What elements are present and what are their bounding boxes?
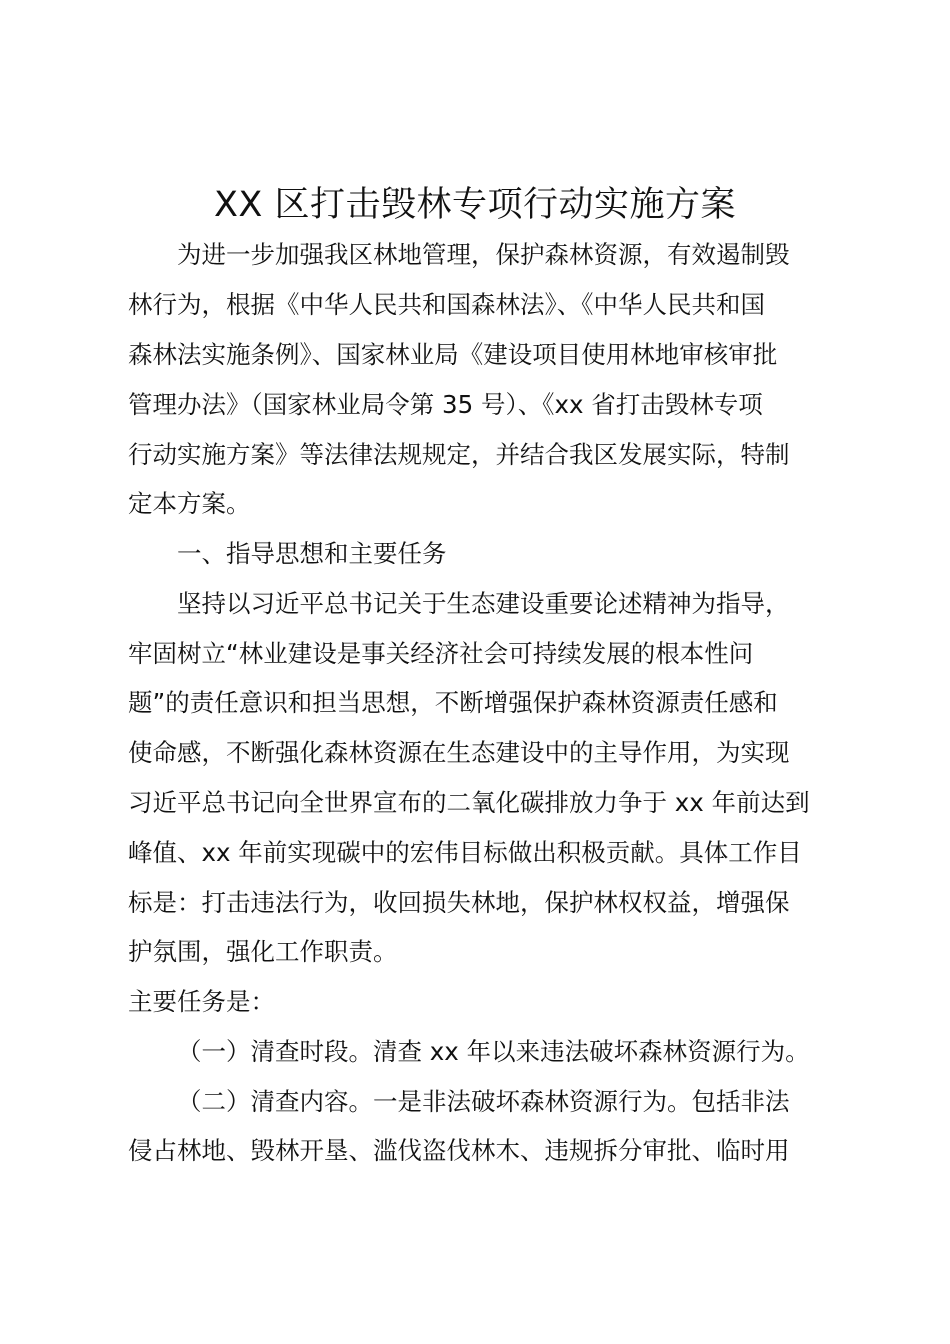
paragraph-line: 行动实施方案》等法律法规规定，并结合我区发展实际，特制 bbox=[128, 440, 790, 469]
paragraph-line: 护氛围，强化工作职责。 bbox=[128, 937, 398, 966]
paragraph-line: 峰值、xx 年前实现碳中的宏伟目标做出积极贡献。具体工作目 bbox=[128, 838, 802, 867]
paragraph-line: 管理办法》（国家林业局令第 35 号）、《xx 省打击毁林专项 bbox=[128, 390, 763, 419]
paragraph-line: 标是：打击违法行为，收回损失林地，保护林权权益，增强保 bbox=[128, 888, 790, 917]
section-heading: 一、指导思想和主要任务 bbox=[177, 539, 447, 568]
paragraph-line: （二）清查内容。一是非法破坏森林资源行为。包括非法 bbox=[177, 1087, 790, 1116]
paragraph-line: 坚持以习近平总书记关于生态建设重要论述精神为指导， bbox=[177, 589, 790, 618]
paragraph-line: 定本方案。 bbox=[128, 489, 251, 518]
paragraph-line: 为进一步加强我区林地管理，保护森林资源，有效遏制毁 bbox=[177, 240, 790, 269]
paragraph-line: 题”的责任意识和担当思想，不断增强保护森林资源责任感和 bbox=[128, 688, 778, 717]
paragraph-line: 林行为，根据《中华人民共和国森林法》、《中华人民共和国 bbox=[128, 290, 765, 319]
paragraph-line: 牢固树立“林业建设是事关经济社会可持续发展的根本性问 bbox=[128, 639, 754, 668]
paragraph-line: 森林法实施条例》、国家林业局《建设项目使用林地审核审批 bbox=[128, 340, 778, 369]
document-title: XX 区打击毁林专项行动实施方案 bbox=[213, 185, 737, 225]
paragraph-line: 使命感，不断强化森林资源在生态建设中的主导作用，为实现 bbox=[128, 738, 790, 767]
paragraph-line: 主要任务是： bbox=[128, 987, 275, 1016]
paragraph-line: （一）清查时段。清查 xx 年以来违法破坏森林资源行为。 bbox=[177, 1037, 810, 1066]
paragraph-line: 侵占林地、毁林开垦、滥伐盗伐林木、违规拆分审批、临时用 bbox=[128, 1136, 790, 1165]
paragraph-line: 习近平总书记向全世界宣布的二氧化碳排放力争于 xx 年前达到 bbox=[128, 788, 810, 817]
